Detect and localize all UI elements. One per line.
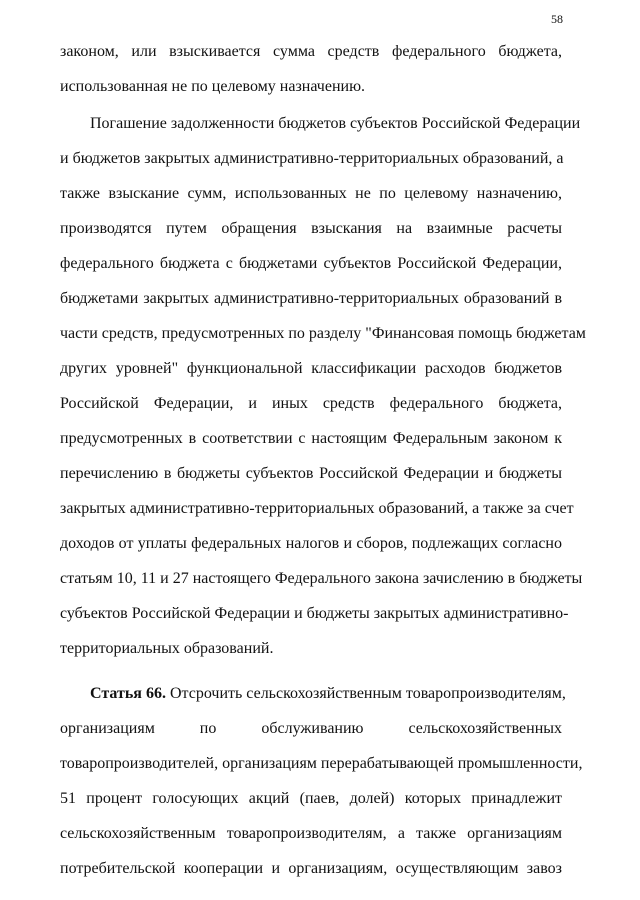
- paragraph-continuation: [60, 34, 562, 104]
- text-line: и бюджетов закрытых административно-территориальных образований, а: [60, 150, 564, 167]
- paragraph-debt-repayment: [60, 106, 586, 666]
- text-line: потребительской кооперации и организациям, осуществляющим завоз: [60, 860, 562, 877]
- text-line: части средств, предусмотренных по разделу "Финансовая помощь бюджетам: [60, 325, 586, 342]
- article-66-paragraph: [60, 676, 583, 886]
- text-line: других уровней" функциональной классификации расходов бюджетов: [60, 360, 562, 377]
- text-line: сельскохозяйственным товаропроизводителям, а также организациям: [60, 825, 562, 842]
- cut-off-line: [60, 851, 562, 886]
- text-line: Российской Федерации, и иных средств федерального бюджета,: [60, 395, 562, 412]
- text-line: статьям 10, 11 и 27 настоящего Федерального закона зачислению в бюджеты: [60, 570, 583, 587]
- text-line: использованная не по целевому назначению.: [60, 78, 366, 95]
- text-line: территориальных образований.: [60, 640, 274, 657]
- text-line: товаропроизводителей, организациям перерабатывающей промышленности,: [60, 755, 583, 772]
- text-line: федерального бюджета с бюджетами субъектов Российской Федерации,: [60, 255, 562, 272]
- text-line: предусмотренных в соответствии с настоящим Федеральным законом к: [60, 430, 562, 447]
- text-line: также взыскание сумм, использованных не по целевому назначению,: [60, 185, 562, 202]
- text-line: организациям по обслуживанию сельскохозяйственных: [60, 720, 562, 737]
- page-number: 58: [551, 12, 563, 26]
- text-line: Погашение задолженности бюджетов субъектов Российской Федерации: [90, 115, 581, 132]
- text-line: производятся путем обращения взыскания на взаимные расчеты: [60, 220, 562, 237]
- text-line: бюджетами закрытых административно-территориальных образований в: [60, 290, 562, 307]
- text-line: законом, или взыскивается сумма средств федерального бюджета,: [60, 43, 562, 60]
- text-line: 51 процент голосующих акций (паев, долей) которых принадлежит: [60, 790, 562, 807]
- article-label: Статья 66.: [90, 685, 166, 702]
- text-line: доходов от уплаты федеральных налогов и сборов, подлежащих согласно: [60, 535, 562, 552]
- text-line: перечислению в бюджеты субъектов Российской Федерации и бюджеты: [60, 465, 562, 482]
- text-line: субъектов Российской Федерации и бюджеты закрытых административно-: [60, 605, 569, 622]
- article-first-line: [60, 676, 566, 711]
- article-first-line-text: Отсрочить сельскохозяйственным товаропроизводителям,: [169, 685, 566, 702]
- text-line: закрытых административно-территориальных образований, а также за счет: [60, 500, 574, 517]
